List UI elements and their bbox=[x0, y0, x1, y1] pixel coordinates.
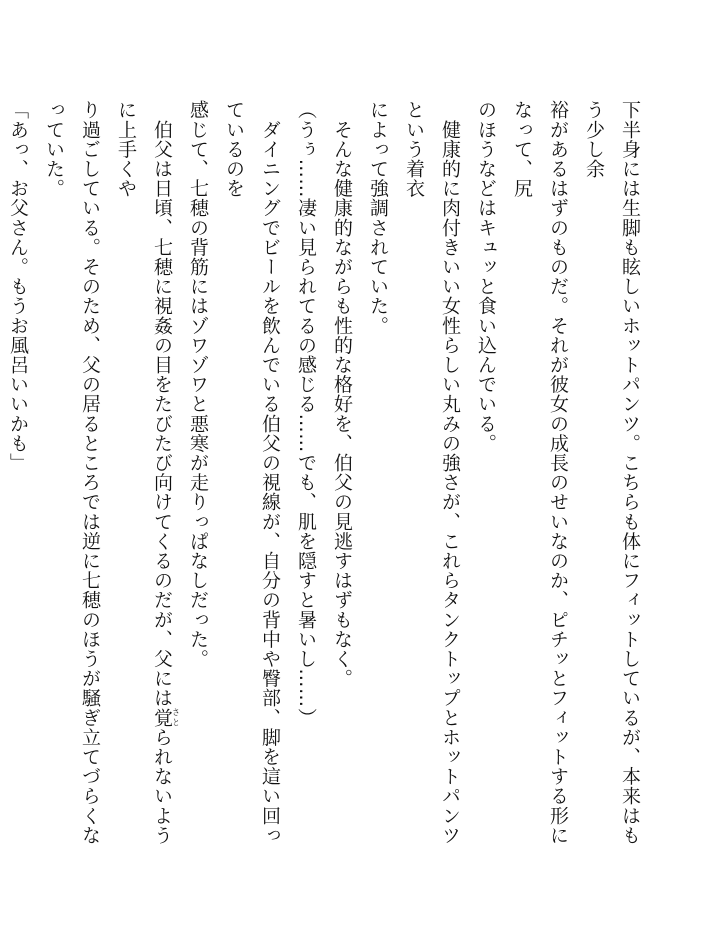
text-line-10 bbox=[108, 100, 180, 860]
text-line-9: 感じて、七穂の背筋にはゾワゾワと悪寒が走りっぱなしだった。 bbox=[187, 100, 209, 669]
text-line-5: によって強調されていた。 bbox=[367, 100, 389, 336]
text-line-1: 下半身には生脚も眩しいホットパンツ。こちらも体にフィットしているが、本来はもう少し余 bbox=[583, 100, 641, 845]
text-line-4: 健康的に肉付きいい女性らしい丸みの強さが、これらタンクトップとホットパンツという着衣 bbox=[403, 100, 461, 845]
text-line-10-end: られないように上手くや bbox=[115, 100, 173, 845]
ruby-word bbox=[151, 707, 181, 728]
text-line-11: り過ごしている。そのため、父の居るところでは逆に七穂のほうが騒ぎ立てづらくなっていた。 bbox=[43, 100, 101, 845]
text-line-2: 裕があるはずのものだ。それが彼女の成長のせいなのか、ピチッとフィットする形になって、尻 bbox=[511, 100, 569, 845]
text-line-8: ダイニングでビールを飲んでいる伯父の視線が、自分の背中や臀部、脚を這い回っているのを bbox=[223, 100, 281, 845]
text-line-3: のほうなどはキュッと食い込んでいる。 bbox=[475, 100, 497, 453]
text-line-12: 「あっ、お父さん。もうお風呂いいかも」 bbox=[7, 100, 29, 473]
vertical-text-body bbox=[0, 100, 648, 860]
text-line-7: （うぅ……凄い見られてるの感じる……でも、肌を隠すと暑いし……） bbox=[295, 100, 317, 728]
text-line-10-start: 伯父は日頃、七穂に視姦の目をたびたび向けてくるのだが、父には bbox=[151, 100, 173, 708]
text-line-6: そんな健康的ながらも性的な格好を、伯父の見逃すはずもなく。 bbox=[331, 100, 353, 688]
ruby-reading: さと bbox=[171, 707, 181, 728]
ruby-base: 覚 bbox=[151, 707, 173, 728]
